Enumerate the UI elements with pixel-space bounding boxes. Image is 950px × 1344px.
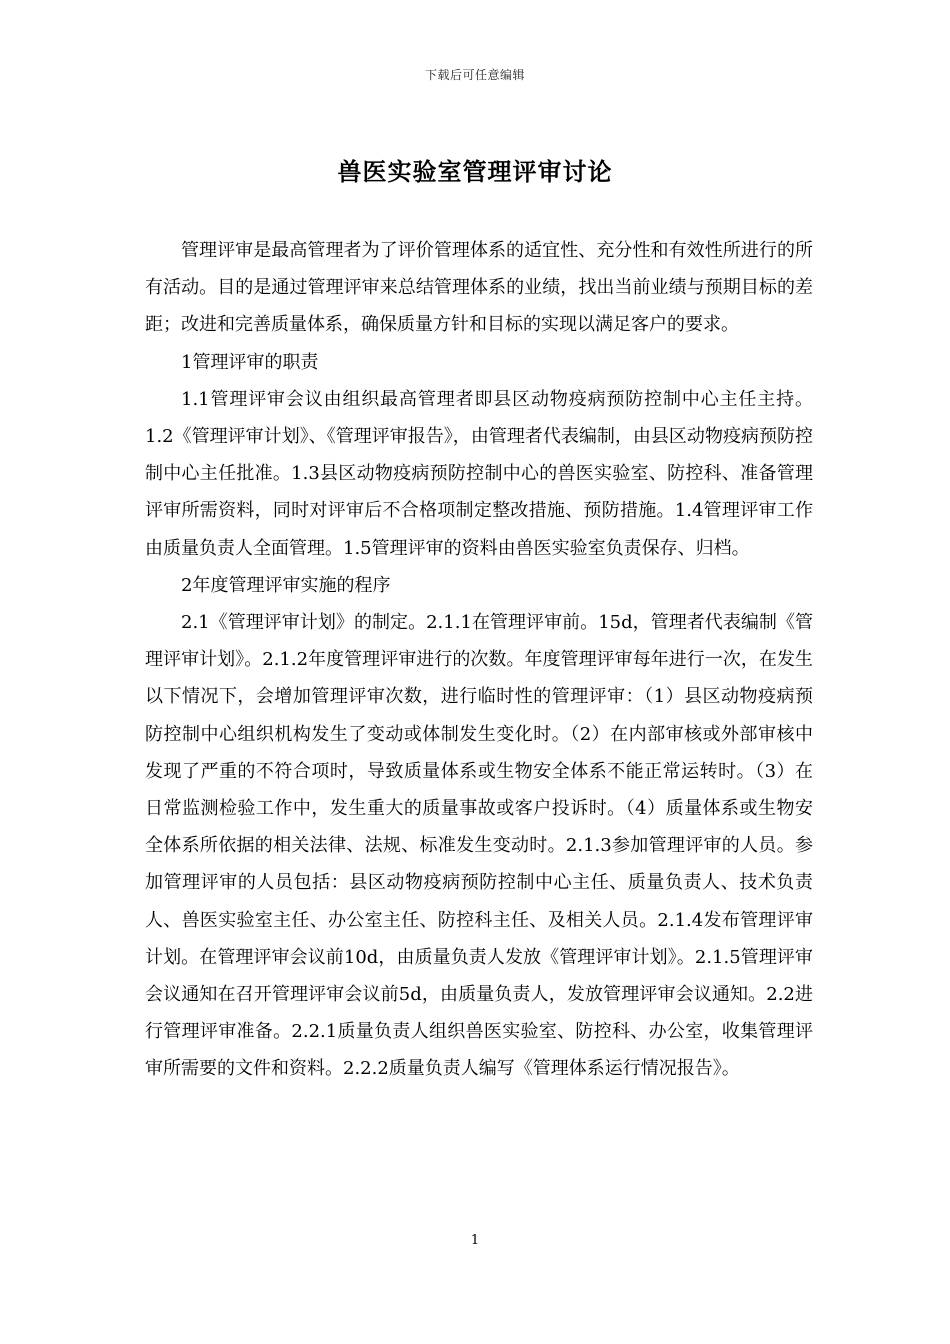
header-note: 下载后可任意编辑 (424, 68, 525, 82)
paragraph-section-1: 1.1管理评审会议由组织最高管理者即县区动物疫病预防控制中心主任主持。1.2《管理评审计划》、《管理评审报告》，由管理者代表编制，由县区动物疫病预防控制中心主任批准。1.3县区动物疫病预防控制中心的兽医实验室、防控科、准备管理评审所需资料，同时对评审后不合格项制定整改措施、预防措施。1.4管理评审工作由质量负责人全面管理。1.5管理评审的资料由兽医实验室负责保存、归档。 (145, 388, 813, 559)
paragraph-intro: 管理评审是最高管理者为了评价管理体系的适宜性、充分性和有效性所进行的所有活动。目的是通过管理评审来总结管理体系的业绩，找出当前业绩与预期目标的差距；改进和完善质量体系，确保质量方针和目标的实现以满足客户的要求。 (145, 240, 813, 336)
paragraph-section-2: 2.1《管理评审计划》的制定。2.1.1在管理评审前。15d，管理者代表编制《管理评审计划》。2.1.2年度管理评审进行的次数。年度管理评审每年进行一次，在发生以下情况下，会增加管理评审次数，进行临时性的管理评审：（1）县区动物疫病预防控制中心组织机构发生了变动或体制发生变化时。（2）在内部审核或外部审核中发现了严重的不符合项时，导致质量体系或生物安全体系不能正常运转时。（3）在日常监测检验工作中，发生重大的质量事故或客户投诉时。（4）质量体系或生物安全体系所依据的相关法律、法规、标准发生变动时。2.1.3参加管理评审的人员。参加管理评审的人员包括：县区动物疫病预防控制中心主任、质量负责人、技术负责人、兽医实验室主任、办公室主任、防控科主任、及相关人员。2.1.4发布管理评审计划。在管理评审会议前10d，由质量负责人发放《管理评审计划》。2.1.5管理评审会议通知在召开管理评审会议前5d，由质量负责人，发放管理评审会议通知。2.2进行管理评审准备。2.2.1质量负责人组织兽医实验室、防控科、办公室，收集管理评审所需要的文件和资料。2.2.2质量负责人编写《管理体系运行情况报告》。 (145, 612, 813, 1080)
section-heading-1: 1管理评审的职责 (181, 351, 319, 373)
section-heading-2: 2年度管理评审实施的程序 (181, 574, 391, 596)
page-number: 1 (470, 1233, 480, 1248)
document-title: 兽医实验室管理评审讨论 (337, 157, 613, 186)
document-body (145, 232, 813, 1088)
